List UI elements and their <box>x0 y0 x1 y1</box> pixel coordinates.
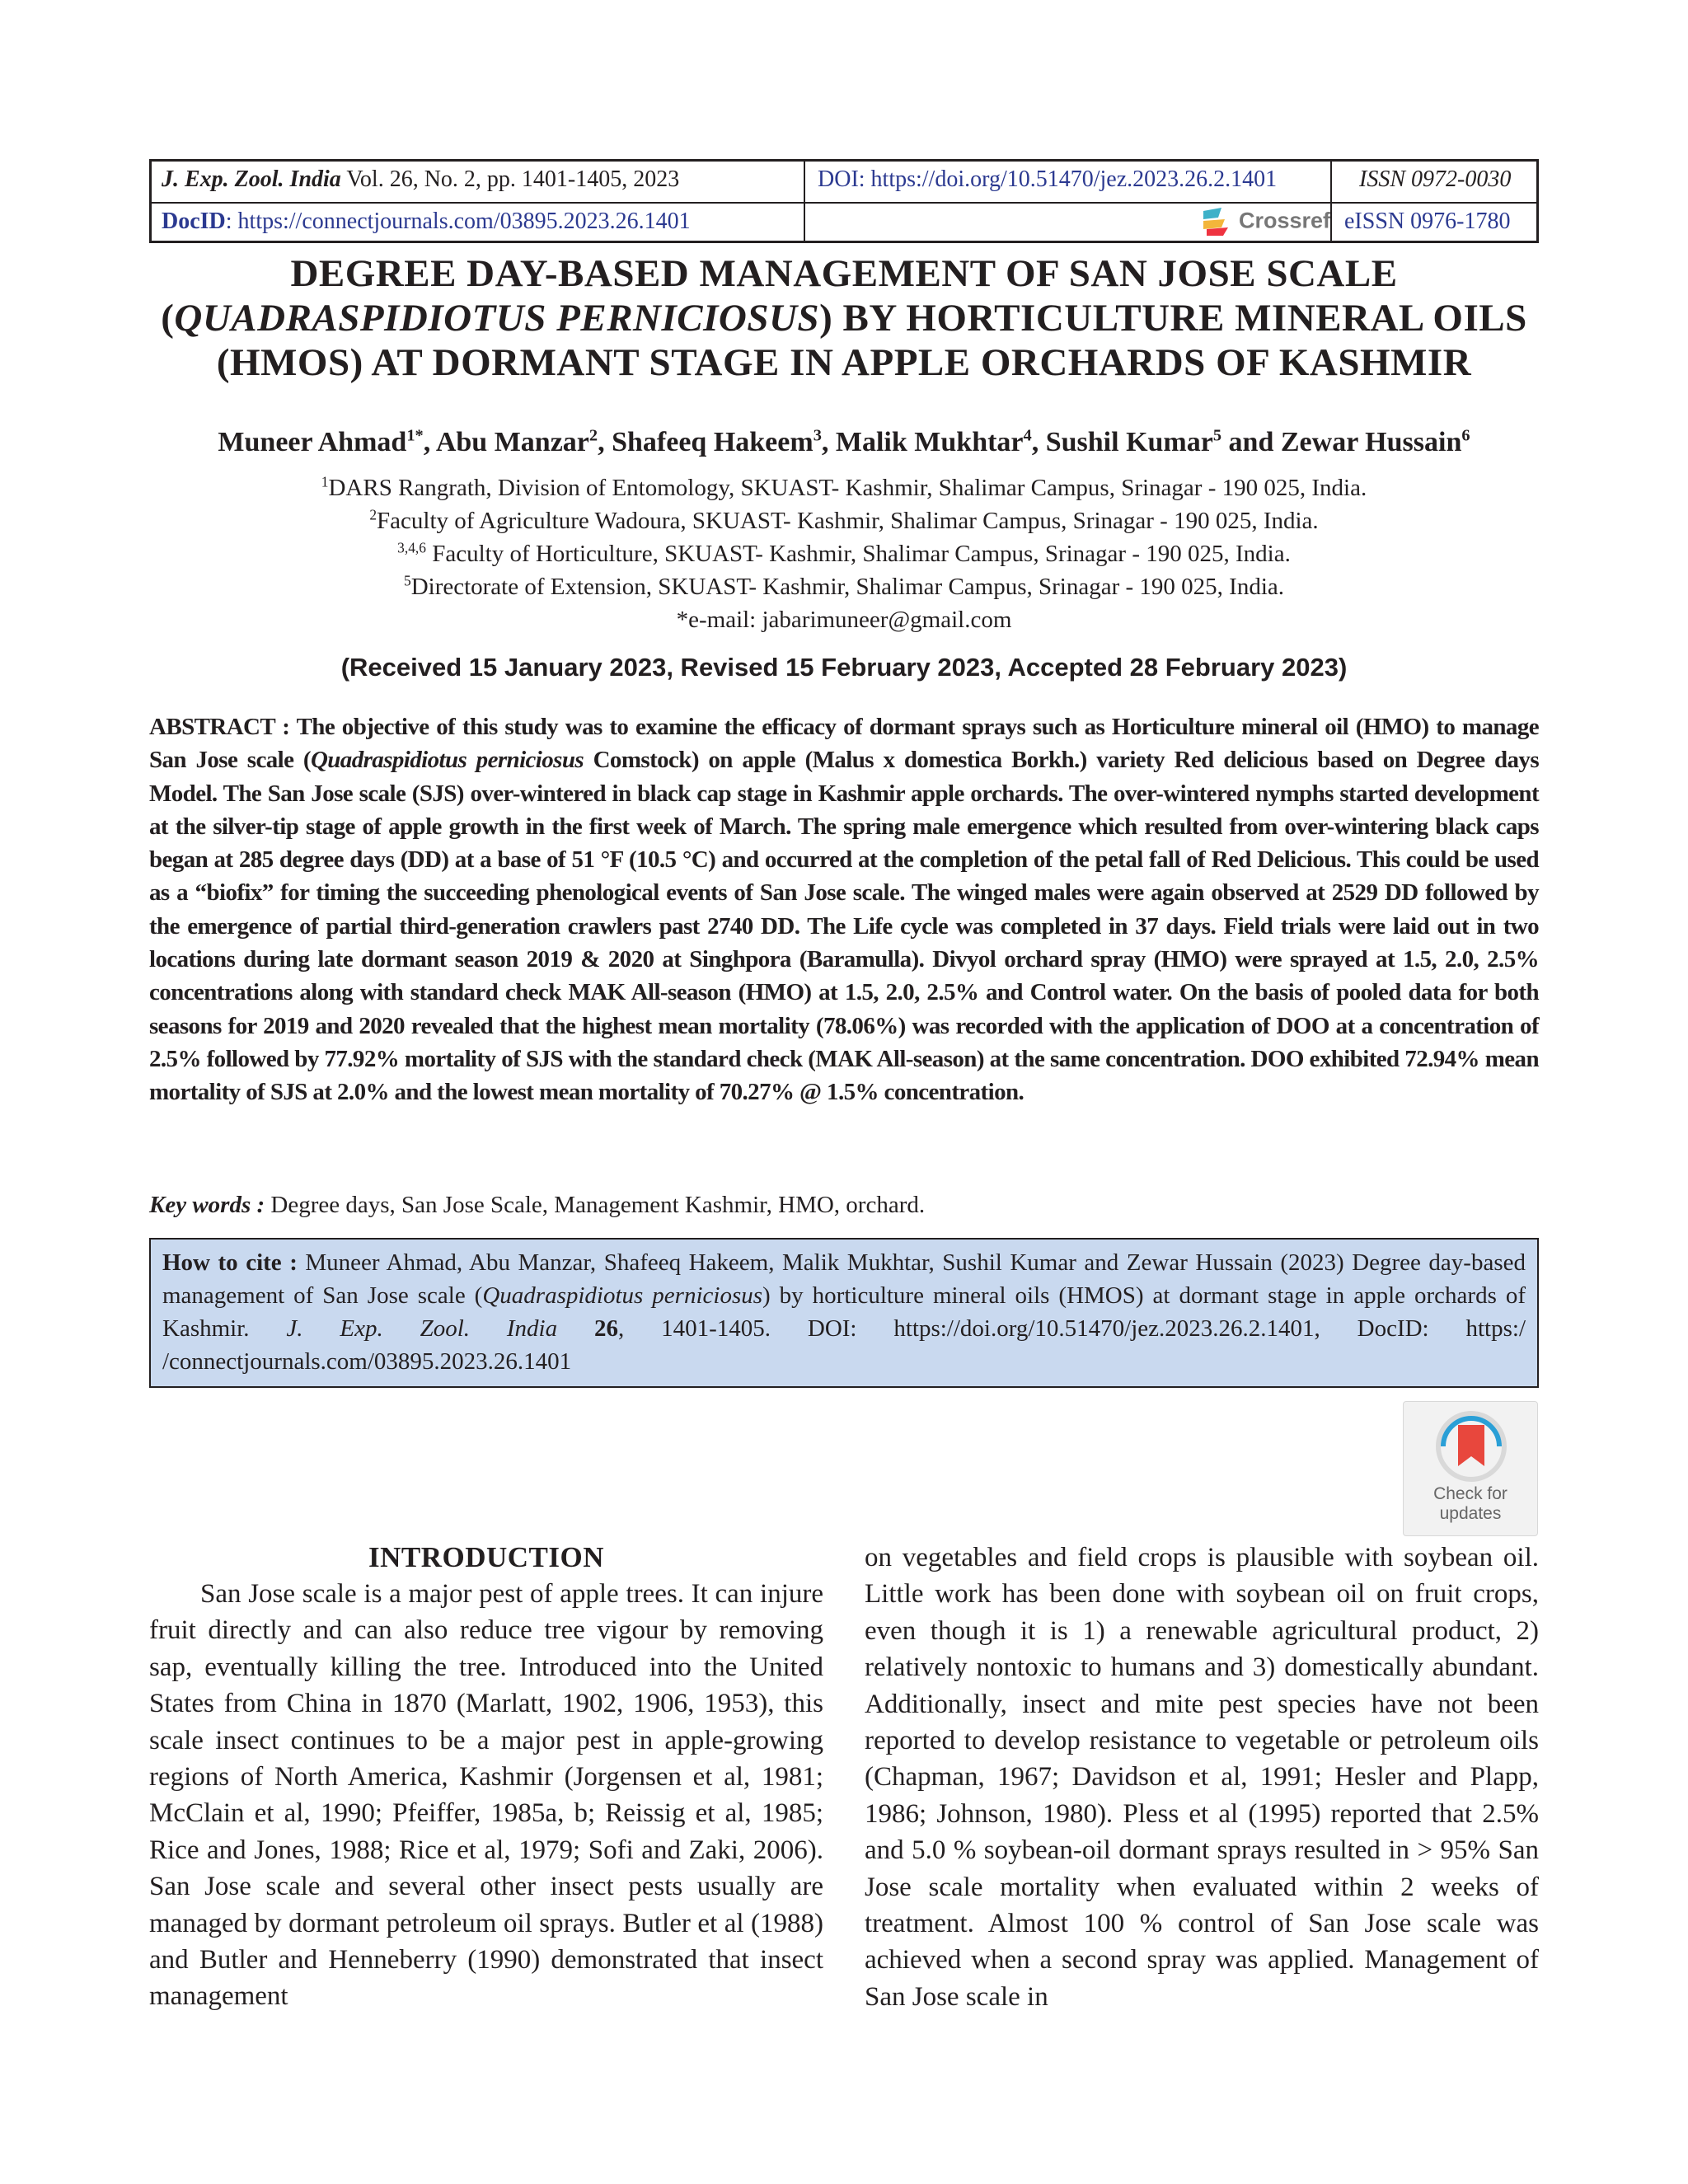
check-for-updates-text: Check for updates <box>1433 1484 1507 1523</box>
author: Malik Mukhtar$^4$, <box>835 426 1046 457</box>
keywords-label: Key words : <box>149 1192 265 1218</box>
author: Zewar Hussain$^6$ <box>1280 426 1470 457</box>
intro-left-column <box>149 1540 823 2015</box>
title-line-3: (HMOS) AT DORMANT STAGE IN APPLE ORCHARDS OF KASHMIR <box>216 341 1472 384</box>
keywords <box>149 1188 1539 1221</box>
crossref-icon <box>1200 204 1233 237</box>
intro-paragraph: San Jose scale is a major pest of apple trees. It can injure fruit directly and can also reduce tree vigour by removing sap, eventually killing the tree. Introduced into the United States from China in 1870 (Marlatt, 1902, 1906, 1953), this scale insect continues to be a major pest in apple-growing regions of North America, Kashmir (Jorgensen et al, 1981; McClain et al, 1990; Pfeiffer, 1985a, b; Reissig et al, 1985; Rice and Jones, 1988; Rice et al, 1979; Sofi and Zaki, 2006). San Jose scale and several other insect pests usually are managed by dormant petroleum oil sprays. Butler et al (1988) and Butler and Henneberry (1990) demonstrated that insect management <box>149 1579 823 2012</box>
cite-label: How to cite : <box>162 1249 298 1276</box>
journal-citation <box>162 166 679 193</box>
section-heading-introduction: INTRODUCTION <box>368 1541 605 1573</box>
bookmark-icon <box>1404 1402 1539 1484</box>
docid-url[interactable]: https://connectjournals.com/03895.2023.26.1401 <box>237 209 691 234</box>
corresponding-email[interactable]: *e-mail: jabarimuneer@gmail.com <box>676 607 1012 633</box>
title-line-2: (QUADRASPIDIOTUS PERNICIOSUS) BY HORTICULTURE MINERAL OILS <box>161 297 1527 340</box>
check-for-updates-badge[interactable] <box>1403 1401 1538 1536</box>
author: Abu Manzar$^2$, <box>435 426 612 457</box>
docid-link[interactable]: DocID: https://connectjournals.com/03895.2023.26.1401 <box>162 209 691 234</box>
journal-header-table <box>149 159 1539 243</box>
affiliation: $^5$Directorate of Extension, SKUAST- Kashmir, Shalimar Campus, Srinagar - 190 025, India. <box>403 572 1284 600</box>
journal-name: J. Exp. Zool. India <box>162 166 341 192</box>
author: Muneer Ahmad$^{1*}$, <box>218 426 436 457</box>
issn: ISSN 0972-0030 <box>1359 166 1512 192</box>
journal-volume: Vol. 26, No. 2, pp. 1401-1405, 2023 <box>346 166 680 192</box>
title-species: QUADRASPIDIOTUS PERNICIOSUS <box>174 297 820 340</box>
affiliation: $^2$Faculty of Agriculture Wadoura, SKUAST- Kashmir, Shalimar Campus, Srinagar - 190 025, India. <box>369 506 1319 534</box>
abstract: ABSTRACT : The objective of this study was to examine the efficacy of dormant sprays such as Horticulture mineral oil (HMO) to manage San Jose scale (Quadraspidiotus perniciosus Comstock) on apple (Malus x domestica Borkh.) variety Red delicious based on Degree days Model. The San Jose scale (SJS) over-wintered in black cap stage in Kashmir apple orchards. The over-wintered nymphs started development at the silver-tip stage of apple growth in the first week of March. The spring male emergence which resulted from over-wintering black caps began at 285 degree days (DD) at a base of 51 °F (10.5 °C) and occurred at the completion of the petal fall of Red Delicious. This could be used as a “biofix” for timing the succeeding phenological events of San Jose scale. The winged males were again observed at 2529 DD followed by the emergence of partial third-generation crawlers past 2740 DD. The Life cycle was completed in 37 days. Field trials were laid out in two locations during late dormant season 2019 & 2020 at Singhpora (Baramulla). Divyol orchard spray (HMO) were sprayed at 1.5, 2.0, 2.5% concentrations along with standard check MAK All-season (HMO) at 1.5, 2.0, 2.5% and Control water. On the basis of pooled data for both seasons for 2019 and 2020 revealed that the highest mean mortality (78.06%) was recorded with the application of DOO at a concentration of 2.5% followed by 77.92% mortality of SJS with the standard check (MAK All-season) at the same concentration. DOO exhibited 72.94% mean mortality of SJS at 2.0% and the lowest mean mortality of 70.27% @ 1.5% concentration. <box>149 714 1540 1106</box>
crossref-logo[interactable] <box>1200 204 1330 237</box>
abstract-label: ABSTRACT : <box>149 714 297 740</box>
crossref-text: Crossref <box>1239 208 1331 233</box>
how-to-cite-box: How to cite : Muneer Ahmad, Abu Manzar, Shafeeq Hakeem, Malik Mukhtar, Sushil Kumar and Zewar Hussain (2023) Degree day-based management of San Jose scale (Quadraspidiotus perniciosus) by horticulture mineral oils (HMOS) at dormant stage in apple orchards of Kashmir. J. Exp. Zool. India 26, 1401-1405. DOI: https://doi.org/10.51470/jez.2023.26.2.1401, DocID: https:/ /connectjournals.com/03895.2023.26.1401 <box>149 1238 1539 1388</box>
author: Shafeeq Hakeem$^3$, <box>612 426 836 457</box>
keywords-text: Degree days, San Jose Scale, Management Kashmir, HMO, orchard. <box>265 1192 926 1218</box>
doi-link[interactable]: DOI: https://doi.org/10.51470/jez.2023.26.2.1401 <box>818 166 1278 192</box>
received-dates: (Received 15 January 2023, Revised 15 February 2023, Accepted 28 February 2023) <box>340 653 1348 682</box>
affiliation: $^{3,4,6}$ Faculty of Horticulture, SKUAST- Kashmir, Shalimar Campus, Srinagar - 190 025, India. <box>397 539 1291 567</box>
author: Sushil Kumar$^5$ and <box>1045 426 1281 457</box>
abstract-species: Quadraspidiotus perniciosus <box>310 747 584 774</box>
affiliation-list <box>124 471 1564 636</box>
doi-url[interactable]: https://doi.org/10.51470/jez.2023.26.2.1401 <box>870 166 1278 192</box>
title-line-1: DEGREE DAY-BASED MANAGEMENT OF SAN JOSE SCALE <box>290 252 1398 295</box>
author-list <box>124 424 1564 461</box>
intro-right-column <box>865 1540 1539 2015</box>
paper-title <box>124 251 1564 385</box>
intro-paragraph-continued: on vegetables and field crops is plausible with soybean oil. Little work has been done with soybean oil on fruit crops, even though it is 1) a renewable agricultural product, 2) relatively nontoxic to humans and 3) domestically abundant. Additionally, insect and mite pest species have not been reported to develop resistance to vegetable or petroleum oils (Chapman, 1967; Davidson et al, 1991; Hesler and Plapp, 1986; Johnson, 1980). Pless et al (1995) reported that 2.5% and 5.0 % soybean-oil dormant sprays resulted in > 95% San Jose scale mortality when evaluated within 2 weeks of treatment. Almost 100 % control of San Jose scale was achieved when a second spray was applied. Management of San Jose scale in <box>865 1543 1539 2012</box>
eissn: eISSN 0976-1780 <box>1344 209 1511 234</box>
affiliation: $^1$DARS Rangrath, Division of Entomology, SKUAST- Kashmir, Shalimar Campus, Srinagar - 190 025, India. <box>321 473 1367 501</box>
